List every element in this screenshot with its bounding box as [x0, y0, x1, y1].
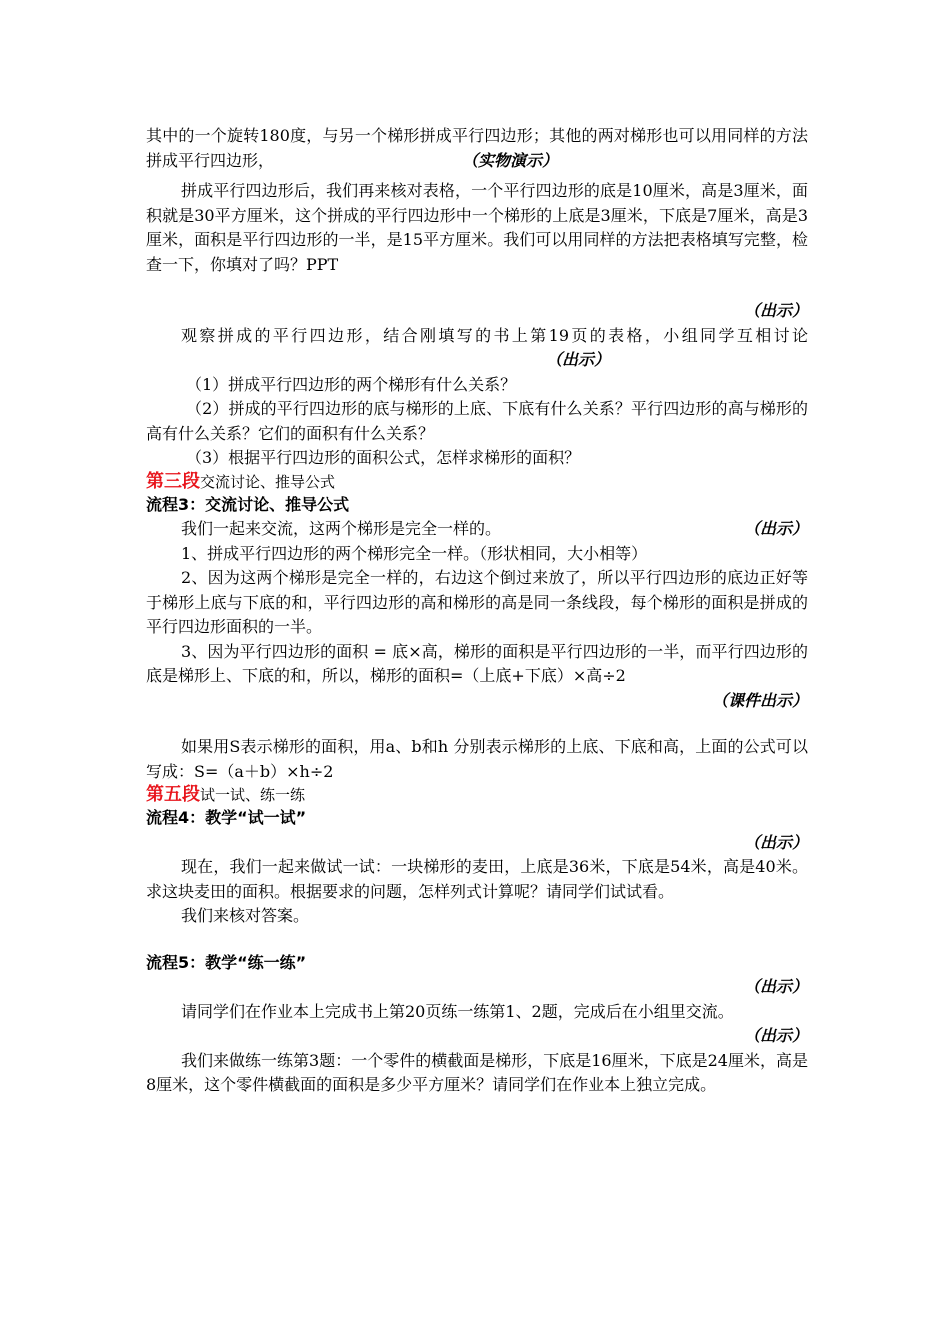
paragraph-5: 如果用S表示梯形的面积，用a、b和h 分别表示梯形的上底、下底和高，上面的公式可以写成：S=（a＋b）×h÷2	[146, 737, 808, 781]
tag-show-3: （出示）	[743, 519, 808, 538]
section-3-text: 交流讨论、推导公式	[200, 472, 336, 491]
question-3: （3）根据平行四边形的面积公式，怎样求梯形的面积？	[186, 448, 581, 467]
question-2: （2）拼成的平行四边形的底与梯形的上底、下底有什么关系？平行四边形的高与梯形的高有什么关系？它们的面积有什么关系？	[146, 399, 808, 443]
section-5-label: 第五段	[146, 784, 200, 805]
spacer	[146, 713, 808, 735]
answer-1: 1、拼成平行四边形的两个梯形完全一样。（形状相同，大小相等）	[181, 543, 648, 563]
tag-show-4: （出示）	[743, 832, 808, 852]
tag-show-5: （出示）	[743, 977, 808, 996]
tag-show-2: （出示）	[546, 350, 611, 369]
section-3-label: 第三段	[146, 470, 200, 492]
paragraph-1-text: 其中的一个旋转180度，与另一个梯形拼成平行四边形；其他的两对梯形也可以用同样的方法拼成平行四边形，	[146, 126, 808, 170]
tag-show-1: （出示）	[743, 301, 808, 320]
section-5-heading	[146, 784, 808, 806]
paragraph-6: 现在，我们一起来做试一试：一块梯形的麦田，上底是36米，下底是54米，高是40米。求这块麦田的面积。根据要求的问题，怎样列式计算呢？请同学们试试看。	[146, 857, 808, 901]
tag-physical-demo: （实物演示）	[470, 150, 559, 170]
question-1: （1）拼成平行四边形的两个梯形有什么关系？	[186, 374, 517, 394]
paragraph-4	[146, 517, 808, 542]
spacer	[146, 277, 808, 299]
answer-2: 2、因为这两个梯形是完全一样的，右边这个倒过来放了，所以平行四边形的底边正好等于梯形上底与下底的和，平行四边形的高和梯形的高是同一条线段，每个梯形的面积是拼成的平行四边形面积的一半。	[146, 568, 808, 636]
tag-show-6: （出示）	[743, 1026, 808, 1045]
section-5-text: 试一试、练一练	[200, 786, 306, 804]
paragraph-3-text: 观察拼成的平行四边形，结合刚填写的书上第19页的表格，小组同学互相讨论	[181, 325, 808, 345]
spacer	[146, 929, 808, 951]
paragraph-9: 我们来做练一练第3题：一个零件的横截面是梯形，下底是16厘米，下底是24厘米，高是8厘米，这个零件横截面的面积是多少平方厘米？请同学们在作业本上独立完成。	[146, 1050, 808, 1094]
paragraph-3	[146, 324, 808, 373]
paragraph-2: 拼成平行四边形后，我们再来核对表格，一个平行四边形的底是10厘米，高是3厘米，面积就是30平方厘米，这个拼成的平行四边形中一个梯形的上底是3厘米，下底是7厘米，高是3厘米，面积是平行四边形的一半，是15平方厘米。我们可以用同样的方法把表格填写完整，检查一下，你填对了吗？PPT	[146, 181, 808, 274]
answer-3: 3、因为平行四边形的面积 = 底×高，梯形的面积是平行四边形的一半，而平行四边形的底是梯形上、下底的和，所以，梯形的面积=（上底+下底）×高÷2	[146, 641, 808, 685]
flow-4-heading: 流程4：教学“试一试”	[146, 808, 307, 827]
paragraph-1	[146, 124, 808, 173]
tag-courseware-show: （课件出示）	[711, 690, 808, 710]
paragraph-8: 请同学们在作业本上完成书上第20页练一练第1、2题，完成后在小组里交流。	[181, 1001, 734, 1021]
document-page	[146, 124, 808, 1098]
paragraph-4-text: 我们一起来交流，这两个梯形是完全一样的。	[181, 519, 502, 538]
flow-3-heading: 流程3：交流讨论、推导公式	[146, 494, 350, 514]
section-3-heading	[146, 471, 808, 493]
flow-5-heading: 流程5：教学“练一练”	[146, 952, 307, 972]
paragraph-7: 我们来核对答案。	[181, 906, 310, 925]
